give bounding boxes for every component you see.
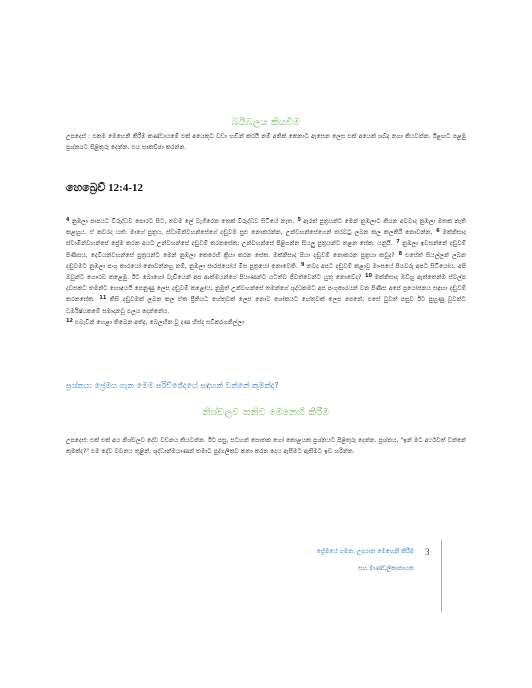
footer-title-line2: සහ මාණ්ඩලිකානායක	[358, 565, 414, 572]
section-title-meditation: නිශ්චලව තනිව මෙනෙහි කිරීම	[202, 407, 330, 418]
verse-text: කිසි දඬුවමක් ලබන කල ඒක ප්‍රීතියට හේතුවක් ලෙස නොව ශෝකයට හේතුවක් ලෙස පෙනේ; එසේ වුවත් පසුව ඊට පුහුණු වූවන්ට ධර්මිෂ්ඨකමේ සමාදානවූ ඵලය දෙන්නේය.	[66, 296, 466, 315]
footer-title-line1: ප්‍රේමයේ ගමන: උදයාන මෙහෙනි කිරීම	[316, 548, 414, 555]
footer-divider	[441, 540, 442, 612]
verse-text: එසේත් සියල්ලන් ලබන දඬුවමට නුඹලා පංගු කාරයෝ නොවන්නහු නම්, නුඹලා ජාරජයෝය් මිස පුත්‍රයෝ නොවෙති.	[66, 251, 466, 270]
verse-text: තවද අපට දඬුවම් කළාවූ මාංසයේ පියවරු අපට සිටියෝය, අපි ඔවුන්ට ගෞරව කළෙමු. ඊට බොහෝ වැඩියෙන් අප ආත්මයන්ගේ පියාණන්ට යටත්ව ජීවත්වෙන්ට යුතු නොවේද?	[66, 262, 466, 282]
section-title-bible-reading: බයිබලය කියවීම	[231, 117, 301, 128]
verse-text: එබැවින් හෙළා තිබෙන අත්ද, බෙලහීන වූ දණ හිස්ද සවිකරගනිල්ලා	[72, 318, 244, 326]
verse-number: 10	[365, 273, 372, 280]
verse-number: 7	[396, 239, 400, 246]
verse-number: 9	[301, 261, 305, 268]
verse-text: මක්නිසාද ස්වාමීන්වහන්සේ ප්‍රේම කරන අයට උන්වහන්සේ දඬුවම් කරනසේක: උන්වහන්සේ පිළිගන්න සියලු පුත්‍රයන්ට තළන සේක. යනුයි.	[66, 229, 466, 248]
verse-number: 12	[66, 317, 73, 324]
verse-number: 5	[297, 217, 301, 223]
scripture-reference: හෙබ්‍රෙව් 12:4-12	[66, 182, 143, 194]
question-label: ප්‍රශ්නය:	[66, 381, 93, 390]
scripture-passage	[66, 216, 466, 328]
meditation-instructions: උපදෙස්: එක් එක් අය නිශ්චලව දේව වචනය කියවන්න. ඊට පසු, සටහන් පොතක හෝ කොළයක ප්‍රශ්නයට පිළිතුරු දෙන්න. ප්‍රශ්නය, "ඉන් මට අර්ථවත් වන්නේ කුමක්ද?" එම දේව වචනය තුළින්, ශුද්ධාත්මයාණන් තමාට පුද්ගලිකව කතා කරන දෙය ඇසීමට ඇසීමට ඉඩ හරින්න.	[66, 437, 466, 456]
reading-instructions: උපදෙස් : එකම මෙහෙනි කිරීම කණ්ඩායමේ එක් අයෙකුට වඩා හඬින් කරයි නම් අනික් කෙනාට ඇසෙන ලෙස එක් අයෙක් ශබ්ද නගා කියවන්න. ඊළඟට පළමු ප්‍රශ්නයට පිළිතුරු දෙන්න. එය සාකච්ඡා කරන්න.	[66, 133, 466, 152]
discussion-question	[66, 381, 466, 391]
verse-number: 4	[66, 217, 70, 223]
verse-text: මක්නිසාද ඔව්හු ඇත්තෙන්ම ස්වල්ප දවසකට තමන්ට හොඳයයි පෙනුණු ලෙස දඬුවම් කළෝය; නුමුත් උන්වහන්සේ තමන්ගේ ශුද්ධකමට අප පංගුකාරයන් වන පිණිස අපේ ප්‍රයෝජනය සඳහා දඬුවම් කරනසේක.	[66, 274, 467, 304]
verse-number: 11	[99, 295, 107, 302]
question-text: ප්‍රේමය ගැන මෙම පරිච්ඡේදයේ සඳහන් වන්නේ කුමක්ද?	[94, 381, 279, 390]
verse-text: ඇරත් පුත්‍රයන්ට මෙන් නුඹලාට කියන අවවාද නුඹලා මතක නැති කළහුය. ඒ කවරද යත්: මාගේ පුත්‍රය, ස්වාමීන්වහන්සේගේ දඬුවම සුළු නොකරන්න, උන්වහන්සේගෙන් තරවටු ලබන කල කලකිරී නොවන්න,	[66, 218, 466, 237]
verse-number: 8	[398, 250, 403, 257]
verse-text: නුඹලා ඉවසන්නේ දඬුවම් පිණිසය, දෙවියන්වහන්සේ පුත්‍රයන්ට මෙන් නුඹලා කෙරෙහි ක්‍රියා කරන සේක. මක්නිසාද පියා දඬුවම් නොකරන පුත්‍රයා කවුද?	[66, 240, 466, 259]
verse-number: 6	[436, 228, 440, 235]
page-number: 3	[425, 547, 430, 557]
verse-text: නුඹලා පාපයට විරුද්ධව පොරට සිට, තවම ලේ වැගිරෙන තෙක් විරුද්ධව සිටියේ නැත.	[69, 218, 297, 225]
